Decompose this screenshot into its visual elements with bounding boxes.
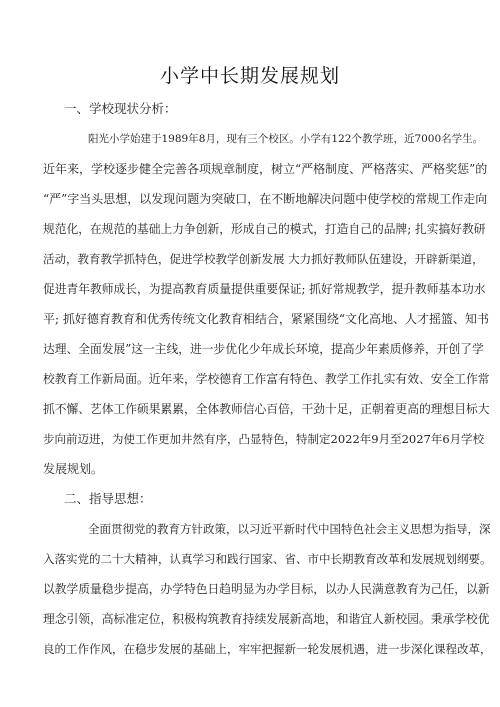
paragraph-line: 近年来，学校逐步健全完善各项规章制度，树立“严格制度、严格落实、严格奖惩”的	[43, 162, 488, 176]
paragraph-line: 良的工作作风，在稳步发展的基础上，牢牢把握新一轮发展机遇，进一步深化课程改革，	[43, 642, 492, 656]
paragraph-line: 促进青年教师成长，为提高教育质量提供重要保证; 抓好常规教学，提升教师基本功水	[43, 282, 486, 296]
paragraph-line: 以教学质量稳步提高，办学特色日趋明显为办学目标，以办人民满意教育为己任，以新	[43, 582, 490, 596]
paragraph-line: 步向前迈进，为使工作更加井然有序，凸显特色，特制定2022年9月至2027年6月学校	[43, 432, 485, 446]
document-title: 小学中长期发展规划	[159, 65, 340, 87]
paragraph-line: 理念引领，高标准定位，积极构筑教育持续发展新高地，和谐宜人新校园。秉承学校优	[43, 612, 490, 626]
paragraph-line: 平; 抓好德育教育和优秀传统文化教育相结合，紧紧围绕“文化高地、人才摇篮、知书	[43, 312, 489, 326]
paragraph-line: 校教育工作新局面。近年来，学校德育工作富有特色、教学工作扎实有效、安全工作常	[43, 372, 490, 386]
paragraph-line: “严”字当头思想，以发现问题为突破口，在不断地解决问题中使学校的常规工作走向	[43, 192, 488, 206]
paragraph-line: 全面贯彻党的教育方针政策，以习近平新时代中国特色社会主义思想为指导，深	[88, 522, 491, 536]
section-heading-guiding-thought: 二、指导思想：	[64, 491, 152, 506]
paragraph-line: 抓不懈、艺体工作硕果累累，全体教师信心百倍，干劲十足，正朝着更高的理想目标大	[43, 402, 490, 416]
paragraph-line: 达理、全面发展”这一主线，进一步优化少年成长环境，提高少年素质修养，开创了学	[43, 342, 484, 356]
paragraph-line: 活动，教育教学抓特色，促进学校教学创新发展 大力抓好教师队伍建设，开辟新渠道，	[43, 252, 484, 266]
paragraph-line: 阳光小学始建于1989年8月，现有三个校区。小学有122个教学班，近7000名学生。	[88, 133, 484, 145]
paragraph-line: 发展规划。	[43, 462, 104, 476]
paragraph-line: 规范化，在规范的基础上力争创新，形成自己的模式，打造自己的品牌; 扎实搞好教研	[43, 222, 486, 236]
paragraph-line: 入落实党的二十大精神，认真学习和践行国家、省、市中长期教育改革和发展规划纲要。	[43, 552, 492, 566]
section-heading-status: 一、学校现状分析：	[64, 101, 177, 116]
